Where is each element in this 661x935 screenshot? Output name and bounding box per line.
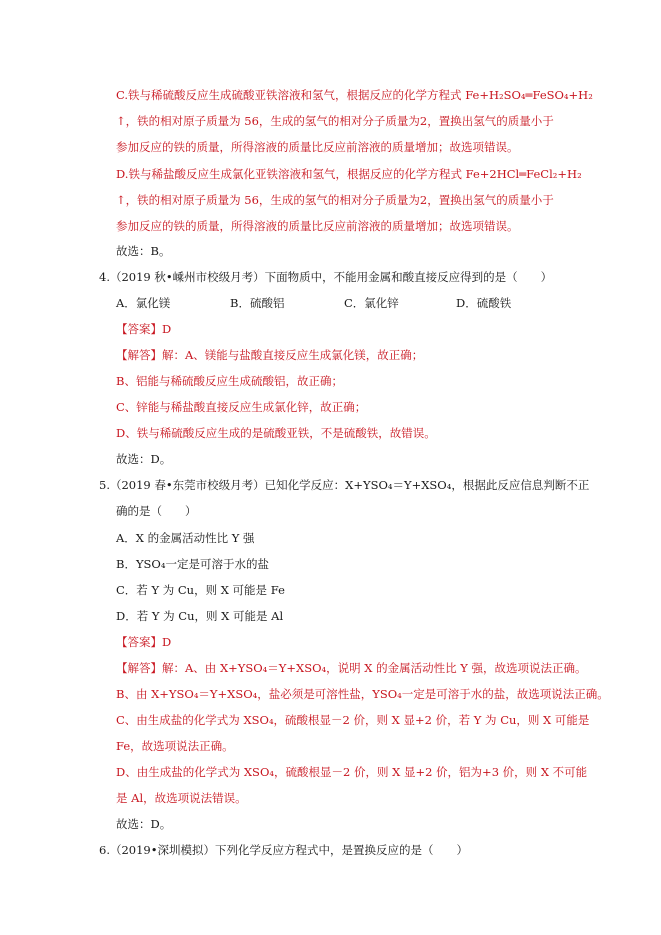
q5-analysis-c-line2: Fe，故选项说法正确。	[116, 739, 234, 753]
q3-option-d-line3: 参加反应的铁的质量，所得溶液的质量比反应前溶液的质量增加；故选项错误。	[116, 219, 519, 233]
q3-choice: 故选：B。	[116, 244, 171, 258]
q3-option-d-line1: D.铁与稀盐酸反应生成氯化亚铁溶液和氢气，根据反应的化学方程式 Fe+2HCl═FeCl₂+H₂	[116, 167, 582, 181]
q5-analysis-c-line1: C、由生成盐的化学式为 XSO₄，硫酸根显－2 价，则 X 显+2 价，若 Y 为 Cu，则 X 可能是	[116, 713, 590, 727]
q6-stem: 6.（2019•深圳模拟）下列化学反应方程式中，是置换反应的是（ ）	[99, 843, 469, 857]
q4-option-c: C．氯化锌	[344, 296, 399, 310]
q4-analysis-a: 【解答】解：A、镁能与盐酸直接反应生成氯化镁，故正确；	[116, 348, 424, 362]
q5-analysis-d-line1: D、由生成盐的化学式为 XSO₄，硫酸根显－2 价，则 X 显+2 价，铝为+3 价，则 X 不可能	[116, 765, 588, 779]
q4-analysis-b: B、铝能与稀硫酸反应生成硫酸铝，故正确；	[116, 374, 343, 388]
q5-option-a: A．X 的金属活动性比 Y 强	[116, 531, 255, 545]
q4-analysis-c: C、锌能与稀盐酸直接反应生成氯化锌，故正确；	[116, 400, 367, 414]
q4-option-b: B．硫酸铝	[230, 296, 285, 310]
q4-option-d: D．硫酸铁	[456, 296, 512, 310]
q3-option-d-line2: ↑，铁的相对原子质量为 56，生成的氢气的相对分子质量为2，置换出氢气的质量小于	[116, 193, 554, 207]
q5-option-b: B．YSO₄一定是可溶于水的盐	[116, 557, 269, 571]
q4-option-a: A．氯化镁	[116, 296, 171, 310]
q4-analysis-d: D、铁与稀硫酸反应生成的是硫酸亚铁，不是硫酸铁，故错误。	[116, 426, 436, 440]
q5-analysis-d-line2: 是 Al，故选项说法错误。	[116, 791, 247, 805]
q3-option-c-line1: C.铁与稀硫酸反应生成硫酸亚铁溶液和氢气，根据反应的化学方程式 Fe+H₂SO₄═FeSO₄+H₂	[116, 88, 593, 102]
q5-stem-line2: 确的是（ ）	[116, 504, 197, 518]
q3-option-c-line2: ↑，铁的相对原子质量为 56，生成的氢气的相对分子质量为2，置换出氢气的质量小于	[116, 114, 554, 128]
q5-analysis-b: B、由 X+YSO₄＝Y+XSO₄，盐必须是可溶性盐，YSO₄一定是可溶于水的盐，故选项说法正确。	[116, 687, 609, 701]
q4-answer: 【答案】D	[116, 322, 172, 336]
q5-analysis-a: 【解答】解：A、由 X+YSO₄＝Y+XSO₄，说明 X 的金属活动性比 Y 强，故选项说法正确。	[116, 661, 587, 675]
q3-option-c-line3: 参加反应的铁的质量，所得溶液的质量比反应前溶液的质量增加；故选项错误。	[116, 140, 519, 154]
q5-choice: 故选：D。	[116, 817, 172, 831]
q5-option-c: C．若 Y 为 Cu，则 X 可能是 Fe	[116, 583, 285, 597]
q5-stem-line1: 5.（2019 春•东莞市校级月考）已知化学反应：X+YSO₄＝Y+XSO₄，根据此反应信息判断不正	[99, 478, 590, 492]
q5-option-d: D．若 Y 为 Cu，则 X 可能是 Al	[116, 609, 284, 623]
q5-answer: 【答案】D	[116, 635, 172, 649]
q4-stem: 4.（2019 秋•嵊州市校级月考）下面物质中，不能用金属和酸直接反应得到的是（ ）	[99, 270, 553, 284]
q4-options	[116, 295, 511, 311]
q4-choice: 故选：D。	[116, 452, 172, 466]
